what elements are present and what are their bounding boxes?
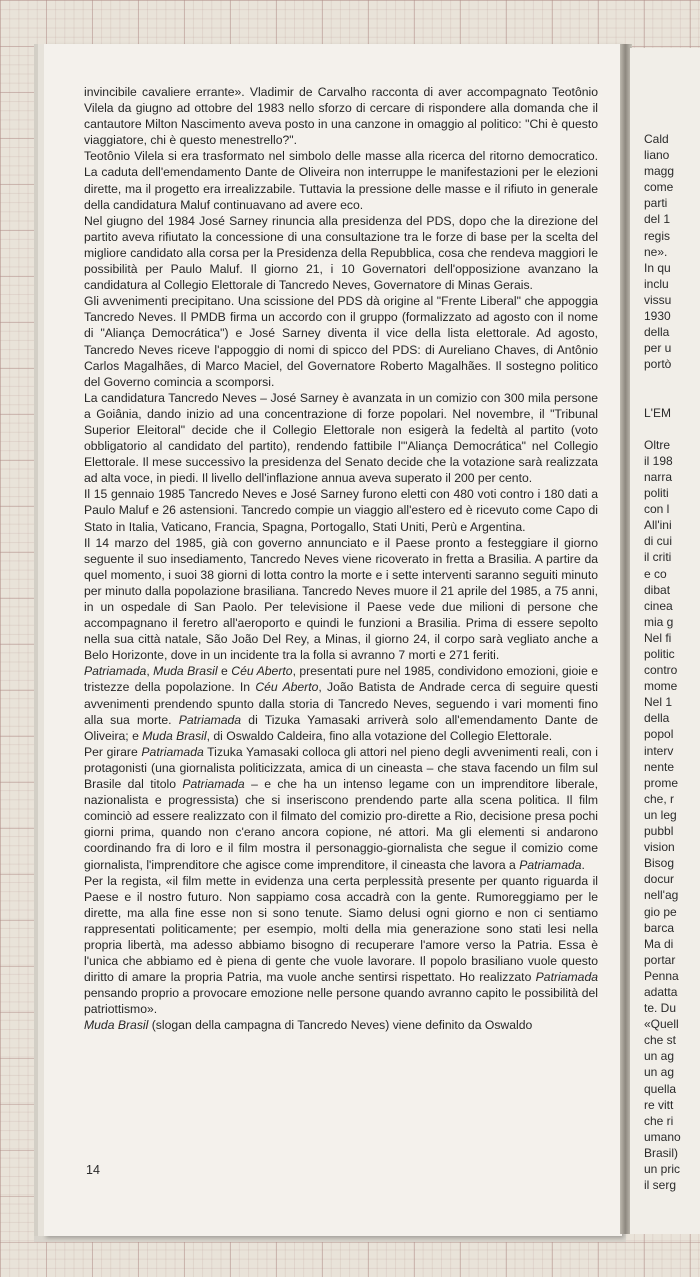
right-page-line: te. Du [644, 1001, 677, 1016]
right-page-line: Nel fi [644, 630, 672, 645]
right-page-line: interv [644, 743, 674, 758]
right-page-line: che st [644, 1033, 677, 1048]
paragraph: Gli avvenimenti precipitano. Una scissione del PDS dà origine al "Frente Liberal" che appoggia Tancredo Neves. Il PMDB firma un accordo con il gruppo (formalizzato ad agosto con il nome di "Aliança Democrática") e José Sarney diventa il vice della lista elettorale. Ad agosto, Tancredo Neves riceve l'appoggio di nomi di spicco del PDS: di Aureliano Chaves, di Antônio Carlos Magalhães, di Marco Maciel, del Governatore Roberto Magalhães. Il sostegno politico del Governo comincia a scomporsi. [84, 294, 598, 389]
right-page-line [644, 389, 681, 405]
right-page-line: parti [644, 196, 668, 211]
right-page-line: e co [644, 566, 667, 581]
paragraph: invincibile cavaliere errante». Vladimir de Carvalho racconta di aver accompagnato Teotônio Vilela da giugno ad ottobre del 1983 nello sforzo di cercare di rispondere alla domanda che il cantautore Milton Nascimento aveva posto in una canzone in omaggio al politico: "Chi è questo viaggiatore, chi è questo menestrello?". [84, 85, 598, 148]
right-page-line: L'EM [644, 405, 671, 420]
right-page-line: adatta [644, 984, 678, 999]
right-page-line: inclu [644, 276, 669, 291]
paragraph: Nel giugno del 1984 José Sarney rinuncia alla presidenza del PDS, dopo che la direzione del partito aveva rifiutato la concessione di una consultazione tra le forze di base per la scelta del migliore candidato alla corsa per la Presidenza della Repubblica, cosa che rendeva maggiori le possibilità per Paulo Maluf. Il giorno 21, i 10 Governatori dell'opposizione avanzano la candidatura al Collegio Elettorale di Tancredo Neves, Governatore di Minas Gerais. [84, 213, 598, 293]
right-page-line: mome [644, 679, 678, 694]
right-page-text [644, 131, 681, 1193]
right-page-line: Ma di [644, 936, 674, 951]
right-page-line: cinea [644, 598, 673, 613]
right-page-line: 1930 [644, 309, 671, 324]
right-page-line: politic [644, 647, 675, 661]
right-page-line: vision [644, 840, 675, 855]
right-page-line: un ag [644, 1065, 675, 1080]
right-page-line: vissu [644, 292, 672, 307]
paragraph: Il 15 gennaio 1985 Tancredo Neves e José Sarney furono eletti con 480 voti contro i 180 dati a Paulo Maluf e 26 astensioni. Tancredo compie un viaggio all'estero ed è ricevuto come Capo di Stato in Italia, Vaticano, Francia, Spagna, Portogallo, Stati Uniti, Perù e Argentina. [84, 487, 598, 534]
right-page-line: All'ini [644, 518, 672, 533]
right-page-line: un leg [644, 807, 677, 822]
page-number: 14 [86, 1163, 100, 1177]
paragraph: Teotônio Vilela si era trasformato nel simbolo delle masse alla ricerca del ritorno democratico. La caduta dell'emendamento Dante de Oliveira non interruppe le manifestazioni per le elezioni dirette, ma il progetto era irrealizzabile. Tuttavia la pressione delle masse e il rifiuto in generale della candidatura Maluf continuavano ad avere eco. [84, 149, 598, 212]
paragraph: Patriamada, Muda Brasil e Céu Aberto, presentati pure nel 1985, condividono emozioni, gioie e tristezze della popolazione. In Céu Aberto, João Batista de Andrade cerca di seguire questi avvenimenti prendendo spunto dalla storia di Tancredo Neves, seguendo i vari momenti fino alla sua morte. Patriamada di Tizuka Yamasaki arriverà solo all'emendamento Dante de Oliveira; e Muda Brasil, di Oswaldo Caldeira, fino alla votazione del Collegio Elettorale. [84, 664, 599, 743]
right-page-line: re vitt [644, 1097, 674, 1112]
right-page-line: il serg [644, 1178, 677, 1193]
right-page-line: di cui [644, 534, 673, 549]
right-page-line: che, r [644, 791, 675, 806]
right-page-line: «Quell [644, 1017, 679, 1032]
paragraph: La candidatura Tancredo Neves – José Sarney è avanzata in un comizio con 300 mila persone a Goiânia, dando inizio ad una concentrazione di forze popolari. Nel novembre, il "Tribunal Superior Eleitoral" decide che il Collegio Elettorale non esigerà la fedeltà al partito (voto obbligatorio al candidato del partito), rendendo fattibile l'"Aliança Democrática" nel Collegio Elettorale. Il mese successivo la presidenza del Senato decide che la votazione sarà realizzata ad alta voce, in piedi. Il livello dell'inflazione annua aveva superato il 200 per cento. [84, 390, 598, 486]
right-page-line: come [644, 180, 674, 195]
right-page-line: dibat [644, 582, 671, 597]
right-page-line: della [644, 711, 670, 726]
right-page-line [644, 372, 681, 388]
right-page-line: politi [644, 486, 669, 501]
right-page-line: un pric [644, 1162, 681, 1176]
right-page-line: della [644, 325, 670, 340]
right-page-line: un ag [644, 1049, 675, 1064]
right-page-line: del 1 [644, 212, 671, 227]
right-page-line: contro [644, 663, 678, 678]
main-text [84, 84, 598, 1034]
right-page-line: In qu [644, 260, 671, 275]
right-page-line: docur [644, 872, 675, 887]
right-page-line: barca [644, 920, 675, 935]
right-page-line: Penna [644, 968, 679, 983]
right-page-line: nente [644, 759, 675, 774]
paragraph: Muda Brasil (slogan della campagna di Tancredo Neves) viene definito da Oswaldo [84, 1018, 533, 1033]
right-page-line: Bisog [644, 856, 675, 871]
right-page-line: per u [644, 341, 672, 356]
paragraph: Per la regista, «il film mette in evidenza una certa perplessità presente per quanto riguarda il Paese e il nostro futuro. Non sappiamo cosa accadrà con la gente. Rumoreggiamo per le dirette, ma alla fine esse non si sono tenute. Siamo delusi ogni giorno e non ci sentiamo rappresentati politicamente; per esempio, molti della mia generazione sono stati lesi nella propria libertà, ma adesso abbiamo bisogno di recuperare l'amore verso la Patria. Essa è l'unica che abbiamo ed è piena di gente che vuole lavorare. Il popolo brasiliano vuole questo diritto di amare la propria Patria, ma vuole anche sentirsi rispettato. Ho realizzato Patriamada pensando proprio a provocare emozione nelle persone quando avranno capito le possibilità del patriottismo». [84, 873, 598, 1017]
right-page-line: umano [644, 1129, 681, 1144]
paragraph: Il 14 marzo del 1985, già con governo annunciato e il Paese pronto a festeggiare il giorno seguente il suo insediamento, Tancredo Neves viene ricoverato in fretta a Brasilia. A partire da quel momento, i suoi 38 giorni di lotta contro la morte e i sette interventi saranno seguiti minuto per minuto dalla popolazione brasiliana. Tancredo Neves muore il 21 aprile del 1985, a 75 anni, in un ospedale di San Paolo. Per televisione il Paese vede due milioni di persone che accompagnano il feretro all'aeroporto e quindi le funzioni a Brasilia. Prima di essere sepolto nella sua città natale, São João Del Rey, a Minas, il giorno 24, il corpo sarà vegliato anche a Belo Horizonte, dove in un incidente tra la folla si avranno 7 morti e 271 feriti. [84, 535, 598, 663]
paragraph: Per girare Patriamada Tizuka Yamasaki colloca gli attori nel pieno degli avvenimenti reali, con i protagonisti (una giornalista politicizzata, amica di un cineasta – che stava facendo un film sul Brasile dal titolo Patriamada – e che ha un intenso legame con un imprenditore liberale, nazionalista e progressista) che si inseriscono prendendo parte alla scena politica. Il film cominciò ad essere realizzato con il filmato del comizio pro-dirette a Rio, decisione presa pochi giorni prima, quando non c'erano ancora copione, né attori. Ma gli elementi si andarono coordinando fra di loro e il film mostra il personaggio-giornalista che segue il comizio come giornalista, l'imprenditore che agisce come imprenditore, il cineasta che lavora a Patriamada. [84, 744, 598, 872]
right-page-line: pubbl [644, 824, 674, 839]
right-page-line: liano [644, 148, 670, 163]
right-page-line: il criti [644, 550, 672, 565]
right-page-line: narra [644, 469, 673, 484]
right-page-line: prome [644, 775, 679, 790]
right-page-line: Nel 1 [644, 695, 673, 710]
right-page-line: regis [644, 228, 671, 243]
right-page-line: gio pe [644, 904, 677, 919]
right-page-line: Cald [644, 132, 669, 146]
right-page-line: che ri [644, 1113, 674, 1128]
right-page-line: con l [644, 502, 670, 517]
right-page-line: il 198 [644, 453, 673, 468]
right-page-line: magg [644, 164, 675, 179]
right-page-line: Brasil) [644, 1145, 679, 1160]
right-page [630, 48, 700, 1234]
right-page-line: nell'ag [644, 888, 679, 903]
right-page-line: ne». [644, 244, 668, 259]
right-page-line: popol [644, 727, 674, 742]
right-page-line: quella [644, 1081, 677, 1096]
right-page-line: portar [644, 952, 676, 967]
right-page-line: mia g [644, 614, 674, 629]
right-page-line [644, 421, 681, 437]
right-page-line: Oltre [644, 437, 671, 452]
right-page-line: portò [644, 357, 672, 372]
